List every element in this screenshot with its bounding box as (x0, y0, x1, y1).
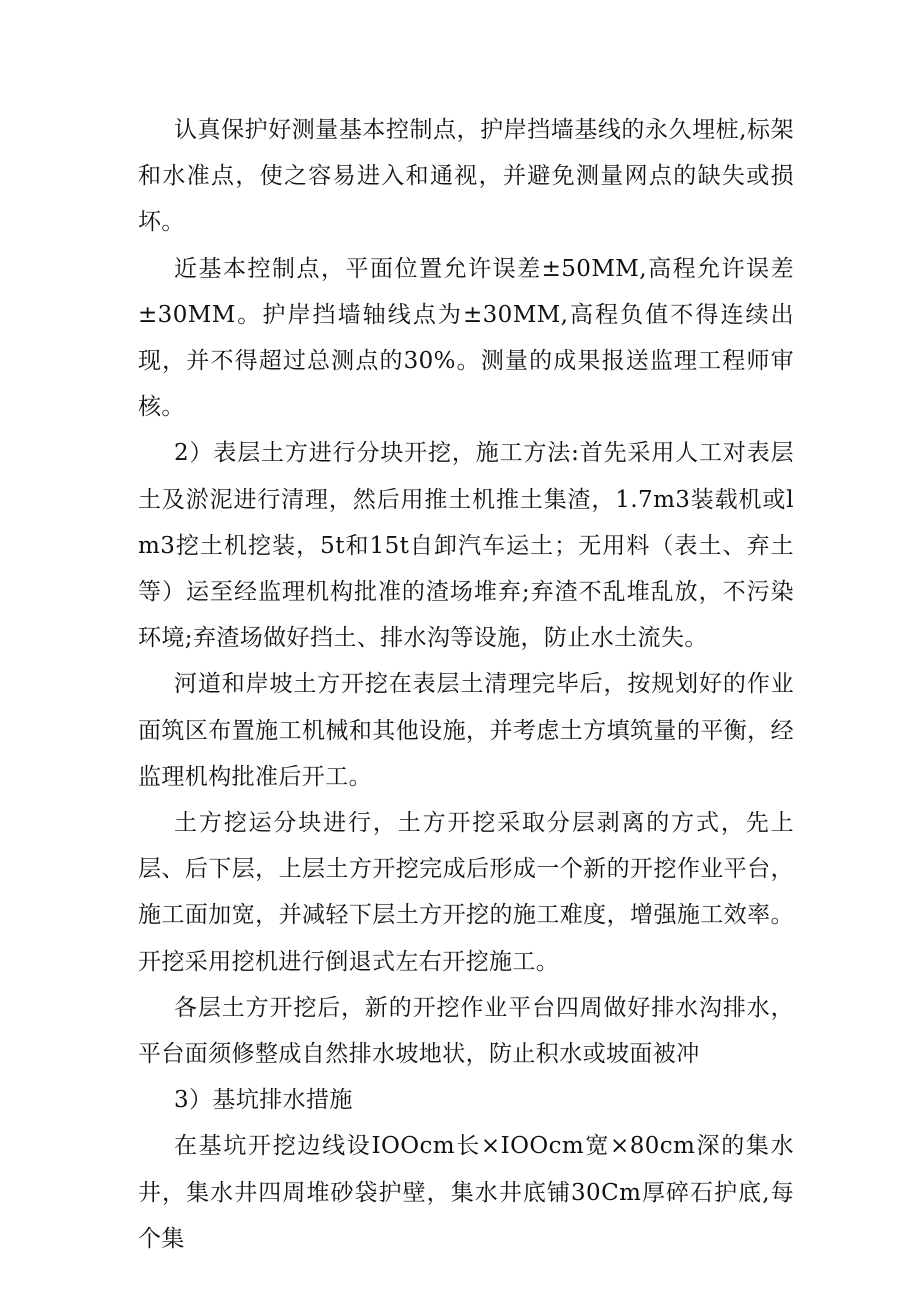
paragraph-sump-well: 在基坑开挖边线设IOOcm长×IOOcm宽×80cm深的集水井，集水井四周堆砂袋护壁，集水井底铺30Cm厚碎石护底,每个集 (138, 1133, 794, 1252)
paragraph-tolerance: 近基本控制点，平面位置允许误差±50MM,高程允许误差±30MM。护岸挡墙轴线点为±30MM,高程负值不得连续出现，并不得超过总测点的30%。测量的成果报送监理工程师审核。 (138, 255, 794, 421)
section-heading-pit-drainage: 3）基坑排水措施 (174, 1087, 353, 1114)
document-body (138, 107, 794, 1262)
paragraph-surface-excavation: 2）表层土方进行分块开挖，施工方法:首先采用人工对表层土及淤泥进行清理，然后用推土机推土集渣，1.7m3装载机或lm3挖土机挖装，5t和15t自卸汽车运土；无用料（表土、弃土等）运至经监理机构批准的渣场堆弃;弃渣不乱堆乱放，不污染环境;弃渣场做好挡土、排水沟等设施，防止水土流失。 (138, 440, 794, 652)
paragraph-river-bank-excavation: 河道和岸坡土方开挖在表层土清理完毕后，按规划好的作业面筑区布置施工机械和其他设施，并考虑土方填筑量的平衡，经监理机构批准后开工。 (138, 671, 794, 790)
paragraph-survey-control: 认真保护好测量基本控制点，护岸挡墙基线的永久埋桩,标架和水准点，使之容易进入和通视，并避免测量网点的缺失或损坏。 (138, 117, 794, 236)
paragraph-layered-excavation: 土方挖运分块进行，土方开挖采取分层剥离的方式，先上层、后下层，上层土方开挖完成后形成一个新的开挖作业平台，施工面加宽，并减轻下层土方开挖的施工难度，增强施工效率。开挖采用挖机进行倒退式左右开挖施工。 (138, 810, 794, 975)
paragraph-drainage-platform: 各层土方开挖后，新的开挖作业平台四周做好排水沟排水，平台面须修整成自然排水坡地状，防止积水或坡面被冲 (138, 994, 794, 1068)
